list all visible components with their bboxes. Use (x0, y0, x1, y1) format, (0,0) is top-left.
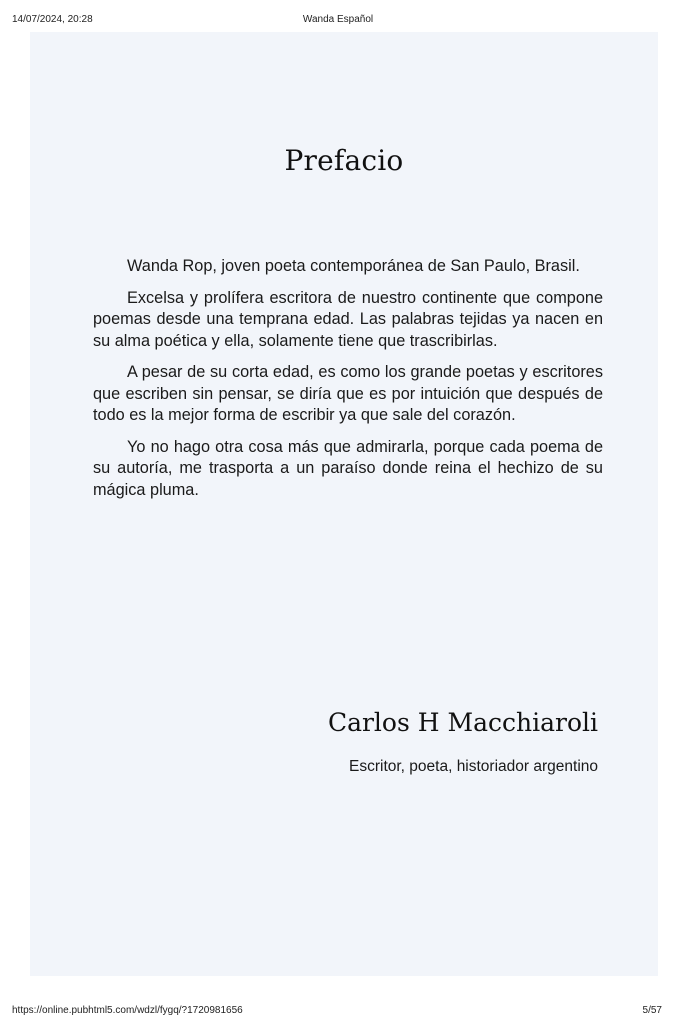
document-page (30, 32, 658, 976)
print-page-count: 5/57 (642, 1005, 662, 1016)
author-role: Escritor, poeta, historiador argentino (349, 758, 598, 775)
print-url: https://online.pubhtml5.com/wdzl/fygq/?1720981656 (12, 1005, 243, 1016)
page-title: Prefacio (284, 144, 404, 177)
author-name: Carlos H Macchiaroli (327, 708, 598, 737)
print-footer (0, 1005, 676, 1019)
print-doc-title: Wanda Español (302, 14, 374, 25)
print-header (0, 14, 676, 28)
preface-body (93, 256, 603, 511)
paragraph-1: Wanda Rop, joven poeta contemporánea de San Paulo, Brasil. (127, 257, 580, 275)
paragraph-3: A pesar de su corta edad, es como los grande poetas y escritores que escriben sin pensar, se diría que es por intuición que después de todo es la mejor forma de escribir ya que sale del corazón. (93, 363, 603, 424)
paragraph-4: Yo no hago otra cosa más que admirarla, porque cada poema de su autoría, me trasporta a un paraíso donde reina el hechizo de su mágica pluma. (93, 437, 603, 499)
paragraph-2: Excelsa y prolífera escritora de nuestro continente que compone poemas desde una temprana edad. Las palabras tejidas ya nacen en su alma poética y ella, solamente tiene que trascribirlas. (93, 288, 603, 350)
print-datetime: 14/07/2024, 20:28 (12, 14, 93, 25)
